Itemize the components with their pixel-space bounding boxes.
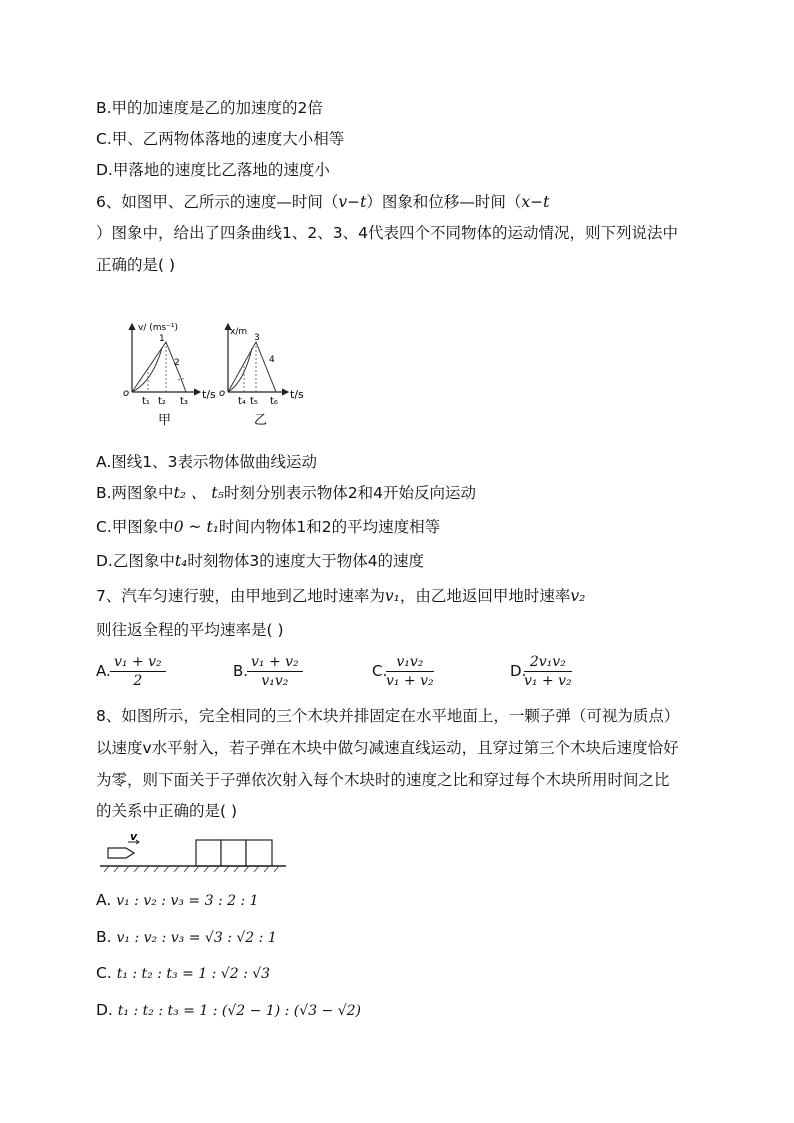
- graph-yi: [219, 324, 304, 428]
- q6-option-c: [96, 517, 440, 537]
- q6-stem-line3: 正确的是( ): [96, 256, 176, 274]
- yi-caption: 乙: [254, 413, 268, 428]
- q7-option-b-fraction: [247, 654, 303, 689]
- q7-option-c-label: C.: [372, 662, 388, 680]
- q7-option-a-label: A.: [96, 662, 111, 680]
- q8d-label: D.: [96, 1001, 118, 1019]
- jia-x-axis-label: t/s: [202, 388, 216, 401]
- q7-stem-line2: 则往返全程的平均速率是( ): [96, 621, 284, 639]
- q6-vt-expr: v−t: [338, 193, 367, 211]
- q7-option-c-fraction: [386, 654, 434, 689]
- bullet-icon: [108, 848, 134, 858]
- q7-stem-line1: [96, 586, 585, 606]
- q8-figure: [100, 828, 290, 874]
- q7-option-b-label: B.: [233, 662, 249, 680]
- q8c-math: t₁ : t₂ : t₃ = 1 : √2 : √3: [116, 966, 271, 982]
- q6d-text-b: 时刻物体3的速度大于物体4的速度: [187, 552, 425, 570]
- q8-option-a: [96, 890, 259, 911]
- q5-option-b: B.甲的加速度是乙的加速度的2倍: [96, 99, 323, 117]
- q7d-denominator: v₁ + v₂: [524, 673, 572, 689]
- yi-curve-label-3: 3: [254, 333, 260, 343]
- ground-hatching: [104, 866, 279, 872]
- wood-block-1: [196, 840, 221, 866]
- jia-y-axis-label: v/ (ms⁻¹): [138, 323, 179, 333]
- q6b-text-b: 时刻分别表示物体2和4开始反向运动: [223, 484, 477, 502]
- q8d-math: t₁ : t₂ : t₃ = 1 : (√2 − 1) : (√3 − √2): [117, 1003, 362, 1019]
- q6-stem-text-a: 6、如图甲、乙所示的速度—时间（: [96, 193, 339, 211]
- q6-figure: [118, 318, 318, 430]
- jia-tick-t3: t₃: [180, 396, 188, 407]
- q8c-label: C.: [96, 964, 117, 982]
- q7d-numerator: 2v₁v₂: [524, 654, 572, 672]
- q6-option-d: [96, 551, 424, 571]
- yi-curve-label-4: 4: [269, 355, 275, 365]
- q8-stem-line4: 的关系中正确的是( ): [96, 802, 238, 820]
- q6b-text-a: B.两图象中: [96, 484, 174, 502]
- yi-tick-t5: t₅: [250, 396, 258, 407]
- yi-curve-4: [228, 342, 276, 392]
- jia-tick-t1: t₁: [142, 396, 150, 407]
- q8b-math: v₁ : v₂ : v₃ = √3 : √2 : 1: [116, 930, 277, 946]
- q6d-math: t₄: [174, 552, 188, 570]
- q8b-label: B.: [96, 928, 117, 946]
- q8-stem-line2: 以速度v水平射入，若子弹在木块中做匀减速直线运动，且穿过第三个木块后速度恰好: [96, 739, 679, 757]
- graph-jia: [123, 323, 216, 428]
- q6-option-a: A.图线1、3表示物体做曲线运动: [96, 453, 317, 471]
- q8a-label: A.: [96, 891, 117, 909]
- yi-tick-t4: t₄: [238, 396, 246, 407]
- q7-text-b: ，由乙地返回甲地时速率: [399, 587, 571, 605]
- jia-curve-label-2: 2: [174, 358, 180, 368]
- jia-tick-t2: t₂: [158, 396, 166, 407]
- wood-block-3: [246, 840, 272, 866]
- q5-option-d: D.甲落地的速度比乙落地的速度小: [96, 161, 330, 179]
- q6-stem-text-b: ）图象和位移—时间（: [366, 193, 522, 211]
- q7c-denominator: v₁ + v₂: [386, 673, 434, 689]
- jia-curve-label-1: 1: [159, 334, 165, 344]
- q5-option-c: C.甲、乙两物体落地的速度大小相等: [96, 130, 345, 148]
- q6d-text-a: D.乙图象中: [96, 552, 175, 570]
- q7-text-a: 7、汽车匀速行驶，由甲地到乙地时速率为: [96, 587, 385, 605]
- q7a-numerator: v₁ + v₂: [110, 654, 166, 672]
- q8-option-b: [96, 927, 277, 948]
- q6-xt-expr: x−t: [521, 193, 550, 211]
- yi-y-axis-label: x/m: [230, 327, 248, 337]
- q7-option-d-fraction: [524, 654, 572, 689]
- q6-stem-line1: [96, 192, 549, 212]
- q7-option-a-fraction: [110, 654, 166, 689]
- jia-caption: 甲: [158, 413, 172, 428]
- q6c-text-b: 时间内物体1和2的平均速度相等: [218, 518, 441, 536]
- q8-option-d: [96, 1000, 361, 1021]
- bullet-velocity-label: v: [130, 830, 138, 843]
- q8-option-c: [96, 963, 270, 984]
- q6-option-b: [96, 483, 476, 503]
- q6c-math: 0 ~ t₁: [173, 518, 219, 536]
- yi-origin: o: [219, 388, 226, 399]
- q8-stem-line1: 8、如图所示，完全相同的三个木块并排固定在水平地面上，一颗子弹（可视为质点）: [96, 707, 680, 725]
- q7c-numerator: v₁v₂: [386, 654, 434, 672]
- q7a-denominator: 2: [133, 673, 143, 689]
- yi-tick-t6: t₆: [270, 396, 278, 407]
- yi-x-axis-label: t/s: [290, 388, 304, 401]
- q7b-numerator: v₁ + v₂: [247, 654, 303, 672]
- q6c-text-a: C.甲图象中: [96, 518, 174, 536]
- q6-stem-line2: ）图象中，给出了四条曲线1、2、3、4代表四个不同物体的运动情况，则下列说法中: [96, 224, 678, 242]
- q6b-math: t₂ 、 t₅: [173, 484, 224, 502]
- wood-block-2: [221, 840, 246, 866]
- jia-origin: o: [123, 388, 130, 399]
- q7-option-d-label: D.: [510, 662, 527, 680]
- q7b-denominator: v₁v₂: [261, 673, 289, 689]
- q8-stem-line3: 为零，则下面关于子弹依次射入每个木块时的速度之比和穿过每个木块所用时间之比: [96, 771, 670, 789]
- q8a-math: v₁ : v₂ : v₃ = 3 : 2 : 1: [116, 893, 259, 909]
- q7-v2: v₂: [570, 587, 586, 605]
- q7-v1: v₁: [384, 587, 400, 605]
